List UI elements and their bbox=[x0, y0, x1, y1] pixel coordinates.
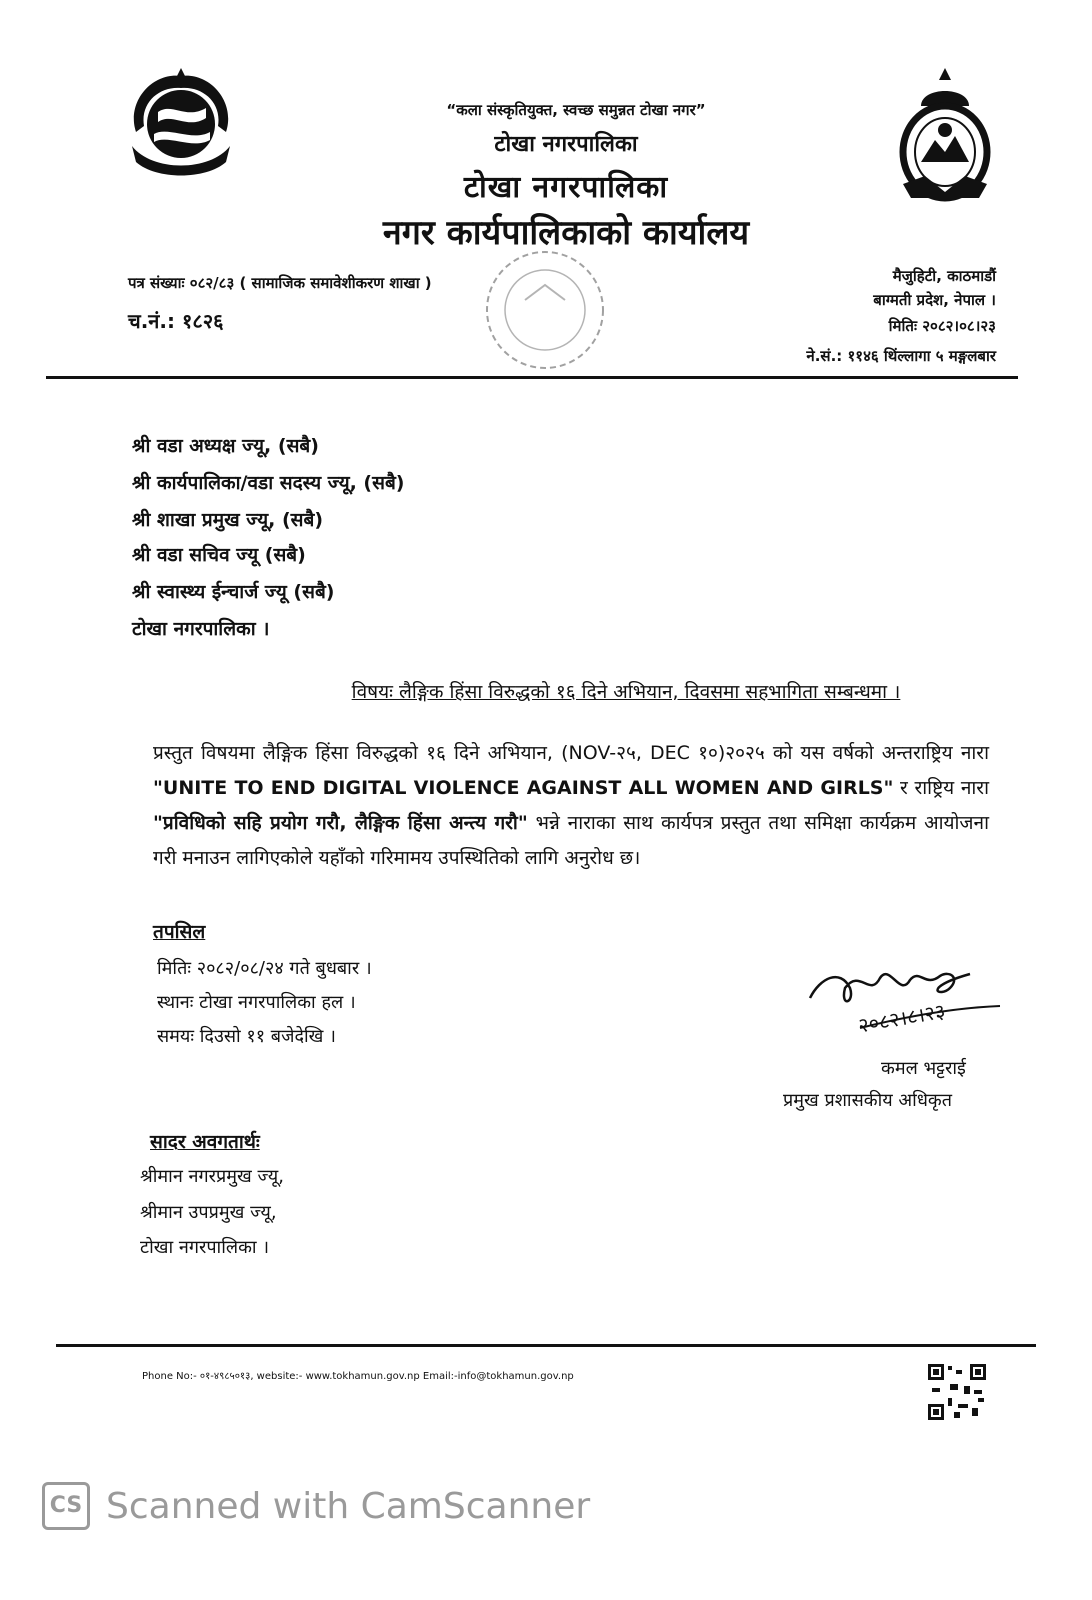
office-stamp-icon bbox=[470, 245, 620, 375]
nepal-emblem-icon bbox=[122, 62, 240, 182]
footer-divider bbox=[56, 1344, 1036, 1347]
cc-heading: सादर अवगतार्थः bbox=[150, 1131, 260, 1153]
letter-date: मितिः २०८२।०८।२३ bbox=[888, 317, 996, 335]
cc-item: श्रीमान नगरप्रमुख ज्यू, bbox=[140, 1166, 284, 1187]
recipient-line: श्री वडा अध्यक्ष ज्यू, (सबै) bbox=[132, 435, 319, 457]
letter-body bbox=[153, 736, 989, 876]
signature-date: २०८२।८।२३ bbox=[856, 998, 948, 1038]
footer-contact: Phone No:- ०१-४९८५०१३, website:- www.tokhamun.gov.np Email:-info@tokhamun.gov.np bbox=[142, 1371, 574, 1382]
cc-item: श्रीमान उपप्रमुख ज्यू, bbox=[140, 1202, 277, 1223]
org-name: टोखा नगरपालिका bbox=[494, 132, 638, 157]
org-name-large: टोखा नगरपालिका bbox=[463, 170, 669, 205]
letter-number: पत्र संख्याः ०८२/८३ ( सामाजिक समावेशीकरण शाखा ) bbox=[128, 274, 432, 292]
event-date: मितिः २०८२/०८/२४ गते बुधबार । bbox=[157, 958, 372, 979]
subject-line: विषयः लैङ्गिक हिंसा विरुद्धको १६ दिने अभियान, दिवसमा सहभागिता सम्बन्धमा । bbox=[351, 681, 901, 703]
national-slogan: "प्रविधिको सहि प्रयोग गरौ, लैङ्गिक हिंसा अन्त्य गरौ" bbox=[153, 812, 528, 834]
cc-item: टोखा नगरपालिका । bbox=[140, 1237, 270, 1258]
header-divider bbox=[46, 376, 1018, 379]
signatory-designation: प्रमुख प्रशासकीय अधिकृत bbox=[783, 1090, 952, 1111]
address-line-1: मैजुहिटी, काठमाडौं bbox=[892, 267, 996, 285]
event-time: समयः दिउसो ११ बजेदेखि । bbox=[157, 1026, 336, 1047]
municipality-slogan: “कला संस्कृतियुक्त, स्वच्छ समुन्नत टोखा नगर” bbox=[446, 101, 706, 119]
office-title: नगर कार्यपालिकाको कार्यालय bbox=[382, 213, 750, 253]
recipient-line: श्री शाखा प्रमुख ज्यू, (सबै) bbox=[132, 509, 324, 531]
recipient-line: श्री स्वास्थ्य ईन्चार्ज ज्यू (सबै) bbox=[132, 581, 335, 603]
body-part-1: प्रस्तुत विषयमा लैङ्गिक हिंसा विरुद्धको १६ दिने अभियान, (NOV-२५, DEC १०)२०२५ को यस वर्षको अन्तराष्ट्रिय नारा bbox=[153, 742, 989, 764]
details-heading: तपसिल bbox=[153, 921, 206, 943]
recipient-line: टोखा नगरपालिका । bbox=[132, 618, 270, 640]
camscanner-logo: CS bbox=[42, 1482, 90, 1530]
body-part-2: र राष्ट्रिय नारा bbox=[893, 777, 989, 799]
event-venue: स्थानः टोखा नगरपालिका हल । bbox=[157, 992, 356, 1013]
dispatch-number: च.नं.: १८२६ bbox=[128, 309, 224, 333]
nepal-sambat-date: ने.सं.: ११४६ थिंल्लागा ५ मङ्गलबार bbox=[806, 347, 996, 365]
address-line-2: बाग्मती प्रदेश, नेपाल । bbox=[873, 291, 996, 309]
recipient-line: श्री वडा सचिव ज्यू (सबै) bbox=[132, 544, 306, 566]
body-part-3: भन्ने नाराका साथ कार्यपत्र प्रस्तुत तथा समिक्षा कार्यक्रम आयोजना गरी मनाउन लागिएकोले यहाँको गरिमामय उपस्थितिको लागि अनुरोध छ। bbox=[153, 812, 989, 869]
international-slogan: "UNITE TO END DIGITAL VIOLENCE AGAINST ALL WOMEN AND GIRLS" bbox=[153, 777, 894, 799]
qr-code-icon bbox=[928, 1364, 986, 1420]
camscanner-watermark: Scanned with CamScanner bbox=[106, 1486, 591, 1527]
signatory-name: कमल भट्टराई bbox=[881, 1058, 966, 1079]
recipient-line: श्री कार्यपालिका/वडा सदस्य ज्यू, (सबै) bbox=[132, 472, 405, 494]
